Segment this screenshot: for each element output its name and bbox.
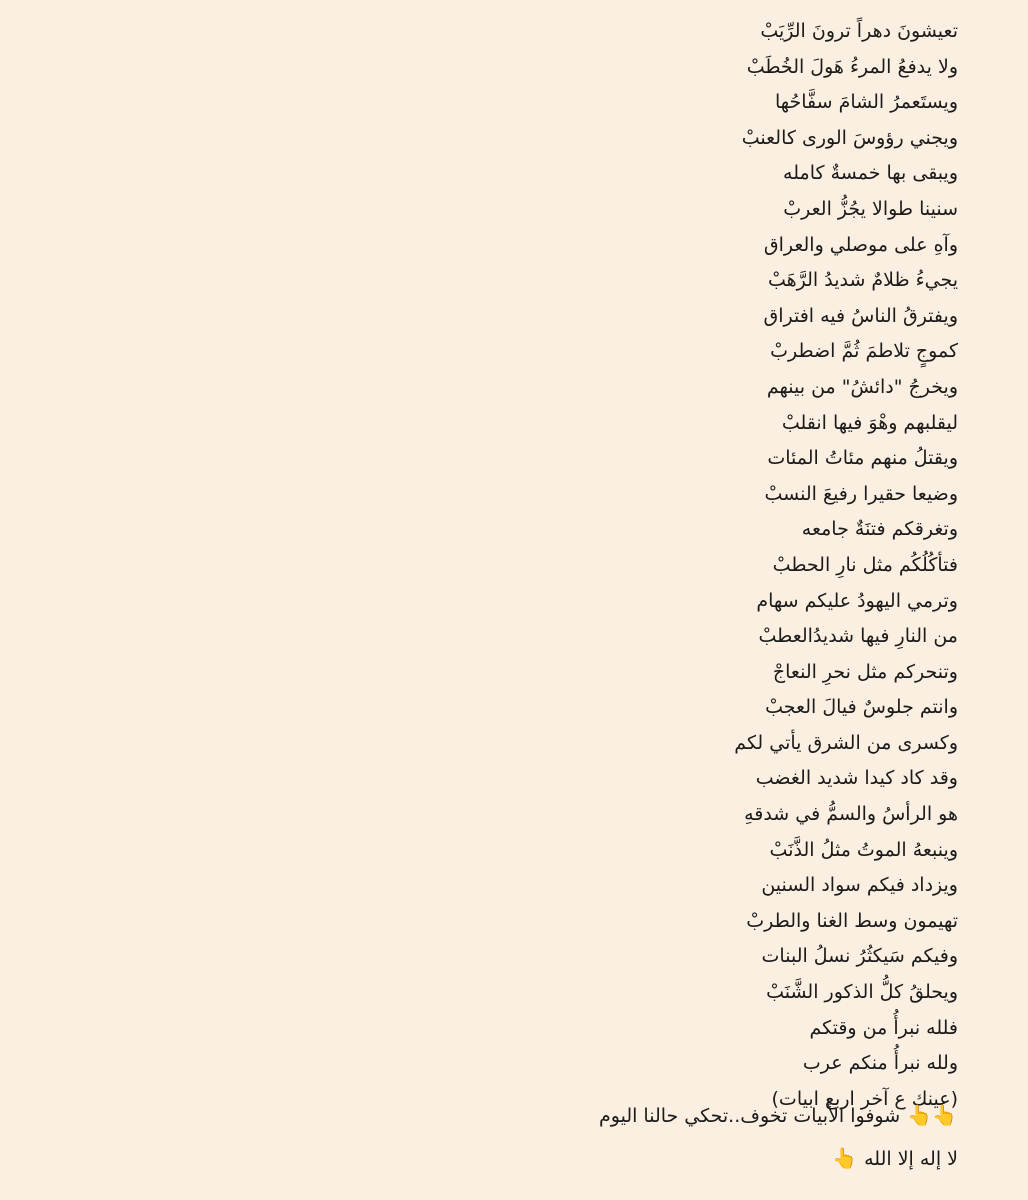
verse-line: يجيءُ ظلامٌ شديدُ الرَّهَبْ bbox=[767, 269, 958, 292]
verse-line: تهيمون وسط الغنا والطربْ bbox=[746, 909, 958, 932]
verse-line: وينبعهُ الموتُ مثلُ الذَّنَبْ bbox=[769, 838, 958, 861]
verse-line: سنينا طوالا يجُزُّ العربْ bbox=[783, 197, 958, 220]
poem-text bbox=[18, 14, 958, 1117]
verse-line: وفيكم سَيكثُرُ نسلُ البنات bbox=[761, 945, 958, 968]
verse-line: ويفترقُ الناسُ فيه افتراق bbox=[763, 304, 958, 327]
pointing-up-icon: 👆👆 bbox=[907, 1103, 957, 1127]
verse-line: ويجني رؤوسَ الورى كالعنبْ bbox=[741, 126, 958, 149]
verse-line: وكسرى من الشرق يأتي لكم bbox=[734, 731, 958, 754]
verse-line: ويحلقُ كلُّ الذكور الشَّنَبْ bbox=[766, 981, 958, 1004]
verse-line: كموجٍ تلاطمَ ثُمَّ اضطربْ bbox=[770, 340, 958, 363]
pointing-up-icon: 👆 bbox=[832, 1146, 858, 1170]
verse-line: ويبقى بها خمسةٌ كامله bbox=[783, 162, 958, 185]
verse-line: وتنحركم مثل نحرِ النعاجْ bbox=[772, 660, 958, 683]
verse-line: ولا يدفعُ المرءُ هَولَ الخُطَبْ bbox=[746, 55, 958, 78]
verse-line: تعيشونَ دهراً ترونَ الرِّيَبْ bbox=[760, 20, 958, 42]
verse-line: فتأكُلُكُم مثل نارِ الحطبْ bbox=[772, 553, 958, 576]
comment-text: لا إله إلا الله bbox=[864, 1148, 958, 1170]
comment-text: شوفوا الأبيات تخوف..تحكي حالنا اليوم bbox=[599, 1105, 901, 1127]
verse-line: وتغرقكم فتنَةٌ جامعه bbox=[801, 518, 958, 541]
verse-line: ليقلبهم وهْوَ فيها انقلبْ bbox=[781, 411, 958, 434]
verse-line: (عينك ع آخر اربع ابيات) bbox=[771, 1087, 958, 1110]
verse-line: فلله نبرأُ من وقتكم bbox=[809, 1016, 958, 1039]
verse-line: هو الرأسُ والسمُّ في شدقهِ bbox=[744, 803, 958, 826]
verse-line: ولله نبرأُ منكم عرب bbox=[802, 1052, 958, 1075]
verse-line: من النارِ فيها شديدُالعطبْ bbox=[758, 625, 958, 648]
verse-line: ويقتلُ منهم مئاتُ المئات bbox=[767, 447, 958, 470]
comment-line bbox=[599, 1100, 958, 1131]
verse-line: وآهِ على موصلي والعراق bbox=[763, 233, 958, 256]
verse-line: ويخرجُ "دائشُ" من بينهم bbox=[766, 375, 958, 398]
verse-line: وقد كاد كيدا شديد الغضب bbox=[755, 767, 958, 790]
comment-line bbox=[831, 1143, 958, 1174]
verse-line: ويزداد فيكم سواد السنين bbox=[761, 874, 958, 897]
verse-line: وترمي اليهودُ عليكم سهام bbox=[756, 589, 958, 612]
verse-line: وضيعا حقيرا رفيعَ النسبْ bbox=[764, 482, 958, 505]
verse-line: ويستَعمرُ الشامَ سفَّاحُها bbox=[774, 91, 958, 114]
verse-line: وانتم جلوسٌ فيالَ العجبْ bbox=[765, 696, 958, 719]
